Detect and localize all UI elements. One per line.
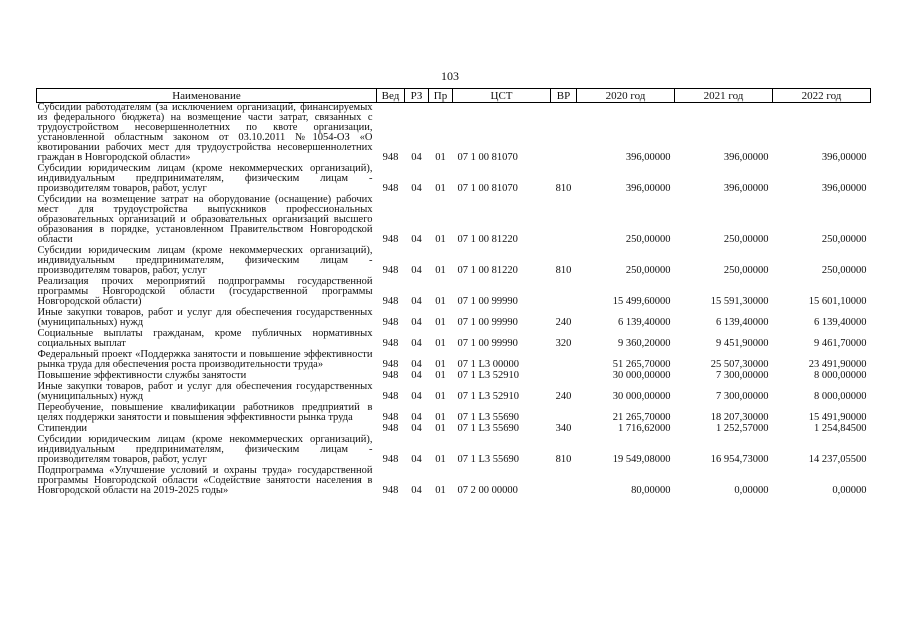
row-name: Переобучение, повышение квалификации работников предприятий в целях поддержки занятости и повышения эффективности рынка труда xyxy=(37,402,373,423)
row-rz: 04 xyxy=(411,152,422,163)
row-cst: 07 1 00 81220 xyxy=(457,265,518,276)
row-2020: 21 265,70000 xyxy=(612,412,671,423)
page-number: 103 xyxy=(441,69,459,83)
header-name: Наименование xyxy=(37,89,377,103)
row-pr: 01 xyxy=(435,412,446,423)
header-rz: РЗ xyxy=(405,89,429,103)
row-2020: 6 139,40000 xyxy=(618,317,671,328)
row-2021: 250,00000 xyxy=(723,234,769,245)
row-vr: 810 xyxy=(555,183,572,194)
table-row xyxy=(37,277,871,308)
row-name: Иные закупки товаров, работ и услуг для обеспечения государственных (муниципальных) нужд xyxy=(37,307,373,328)
row-rz: 04 xyxy=(411,370,422,381)
row-rz: 04 xyxy=(411,338,422,349)
row-pr: 01 xyxy=(435,359,446,370)
row-cst: 07 1 L3 52910 xyxy=(457,391,520,402)
row-name: Повышение эффективности службы занятости xyxy=(37,370,247,381)
header-pr: Пр xyxy=(429,89,453,103)
header-vr: ВР xyxy=(551,89,577,103)
row-2020: 51 265,70000 xyxy=(612,359,671,370)
row-2020: 30 000,00000 xyxy=(612,391,671,402)
row-vr xyxy=(551,466,577,497)
row-2022: 250,00000 xyxy=(821,234,867,245)
header-ved: Вед xyxy=(377,89,405,103)
row-2020: 15 499,60000 xyxy=(612,296,671,307)
row-pr: 01 xyxy=(435,183,446,194)
row-ved: 948 xyxy=(382,391,399,402)
row-ved: 948 xyxy=(382,152,399,163)
header-cst: ЦСТ xyxy=(453,89,551,103)
row-2021: 0,00000 xyxy=(734,485,769,496)
row-vr xyxy=(551,277,577,308)
row-2021: 15 591,30000 xyxy=(710,296,769,307)
row-2020: 19 549,08000 xyxy=(612,454,671,465)
row-rz: 04 xyxy=(411,359,422,370)
row-2021: 25 507,30000 xyxy=(710,359,769,370)
row-rz: 04 xyxy=(411,234,422,245)
row-name: Субсидии на возмещение затрат на оборудование (оснащение) рабочих мест для трудоустройства выпускников профессиональных образовательных организаций и образовательных организаций высшего образования в порядке, установленном Правительством Новгородской области xyxy=(37,194,373,245)
row-name: Реализация прочих мероприятий подпрограммы государственной программы Новгородской области (государственной программы Новгородской области) xyxy=(37,276,373,307)
row-vr: 240 xyxy=(555,317,572,328)
row-vr: 240 xyxy=(555,391,572,402)
row-pr: 01 xyxy=(435,265,446,276)
row-2021: 7 300,00000 xyxy=(716,370,769,381)
row-2021: 396,00000 xyxy=(723,183,769,194)
row-2020: 250,00000 xyxy=(625,265,671,276)
row-pr: 01 xyxy=(435,391,446,402)
row-2021: 18 207,30000 xyxy=(710,412,769,423)
table-body xyxy=(37,103,871,498)
row-vr xyxy=(551,403,577,424)
row-2021: 250,00000 xyxy=(723,265,769,276)
row-name: Субсидии работодателям (за исключением организаций, финансируемых из федерального бюджета) на возмещение части затрат, связанных с трудоустройством несовершеннолетних по квоте организации, установленной областным законом от 03.10.2011 №1054-ОЗ «О квотировании рабочих мест для трудоустройства несовершеннолетних граждан в Новгородской области» xyxy=(37,102,373,163)
row-ved: 948 xyxy=(382,454,399,465)
row-2020: 250,00000 xyxy=(625,234,671,245)
row-2020: 80,00000 xyxy=(631,485,671,496)
row-pr: 01 xyxy=(435,152,446,163)
row-2021: 16 954,73000 xyxy=(710,454,769,465)
budget-table-container xyxy=(36,88,870,497)
row-rz: 04 xyxy=(411,423,422,434)
row-cst: 07 1 00 99990 xyxy=(457,296,518,307)
row-2021: 6 139,40000 xyxy=(716,317,769,328)
row-cst: 07 1 L3 55690 xyxy=(457,423,520,434)
row-pr: 01 xyxy=(435,338,446,349)
table-row xyxy=(37,164,871,195)
row-cst: 07 1 L3 55690 xyxy=(457,454,520,465)
row-ved: 948 xyxy=(382,234,399,245)
row-cst: 07 1 00 81220 xyxy=(457,234,518,245)
row-ved: 948 xyxy=(382,412,399,423)
row-pr: 01 xyxy=(435,234,446,245)
row-pr: 01 xyxy=(435,317,446,328)
budget-table xyxy=(36,88,871,497)
row-rz: 04 xyxy=(411,454,422,465)
row-ved: 948 xyxy=(382,265,399,276)
row-2022: 396,00000 xyxy=(821,183,867,194)
row-cst: 07 1 00 99990 xyxy=(457,317,518,328)
table-row xyxy=(37,403,871,424)
row-2022: 250,00000 xyxy=(821,265,867,276)
row-ved: 948 xyxy=(382,317,399,328)
row-name: Субсидии юридическим лицам (кроме некоммерческих организаций), индивидуальным предпринимателям, физическим лицам - производителям товаров, работ, услуг xyxy=(37,434,373,465)
row-2022: 0,00000 xyxy=(832,485,867,496)
row-cst: 07 1 L3 55690 xyxy=(457,412,520,423)
row-vr xyxy=(551,103,577,165)
row-2022: 396,00000 xyxy=(821,152,867,163)
row-pr: 01 xyxy=(435,485,446,496)
row-rz: 04 xyxy=(411,265,422,276)
header-row xyxy=(37,89,871,103)
row-cst: 07 1 L3 52910 xyxy=(457,370,520,381)
row-ved: 948 xyxy=(382,370,399,381)
row-rz: 04 xyxy=(411,296,422,307)
table-row xyxy=(37,103,871,165)
row-vr: 810 xyxy=(555,265,572,276)
table-row xyxy=(37,382,871,403)
table-header xyxy=(37,89,871,103)
row-ved: 948 xyxy=(382,485,399,496)
row-2020: 396,00000 xyxy=(625,183,671,194)
table-row xyxy=(37,246,871,277)
row-ved: 948 xyxy=(382,296,399,307)
header-2021: 2021 год xyxy=(675,89,773,103)
row-name: Субсидии юридическим лицам (кроме некоммерческих организаций), индивидуальным предпринимателям, физическим лицам - производителям товаров, работ, услуг xyxy=(37,245,373,276)
row-ved: 948 xyxy=(382,359,399,370)
row-name: Социальные выплаты гражданам, кроме публичных нормативных социальных выплат xyxy=(37,328,373,349)
row-2020: 396,00000 xyxy=(625,152,671,163)
row-cst: 07 2 00 00000 xyxy=(457,485,518,496)
row-2022: 6 139,40000 xyxy=(814,317,867,328)
row-name: Иные закупки товаров, работ и услуг для обеспечения государственных (муниципальных) нужд xyxy=(37,381,373,402)
row-2022: 14 237,05500 xyxy=(808,454,867,465)
row-vr: 340 xyxy=(555,423,572,434)
row-2022: 1 254,84500 xyxy=(814,423,867,434)
row-pr: 01 xyxy=(435,454,446,465)
row-rz: 04 xyxy=(411,485,422,496)
row-cst: 07 1 00 99990 xyxy=(457,338,518,349)
row-pr: 01 xyxy=(435,296,446,307)
row-vr xyxy=(551,195,577,246)
row-cst: 07 1 00 81070 xyxy=(457,152,518,163)
row-2022: 15 601,10000 xyxy=(808,296,867,307)
row-2022: 9 461,70000 xyxy=(814,338,867,349)
row-ved: 948 xyxy=(382,338,399,349)
row-vr xyxy=(551,350,577,371)
table-row xyxy=(37,308,871,329)
table-row xyxy=(37,466,871,497)
table-row xyxy=(37,350,871,371)
row-2022: 8 000,00000 xyxy=(814,370,867,381)
row-2022: 15 491,90000 xyxy=(808,412,867,423)
row-name: Стипендии xyxy=(37,423,88,434)
row-2022: 8 000,00000 xyxy=(814,391,867,402)
row-2020: 30 000,00000 xyxy=(612,370,671,381)
header-2020: 2020 год xyxy=(577,89,675,103)
row-2020: 1 716,62000 xyxy=(618,423,671,434)
table-row xyxy=(37,329,871,350)
row-name: Подпрограмма «Улучшение условий и охраны труда» государственной программы Новгородской области «Содействие занятости населения в Новгородской области на 2019-2025 годы» xyxy=(37,465,373,496)
row-rz: 04 xyxy=(411,317,422,328)
row-2022: 23 491,90000 xyxy=(808,359,867,370)
row-2020: 9 360,20000 xyxy=(618,338,671,349)
table-row xyxy=(37,435,871,466)
row-cst: 07 1 00 81070 xyxy=(457,183,518,194)
row-rz: 04 xyxy=(411,183,422,194)
row-name: Субсидии юридическим лицам (кроме некоммерческих организаций), индивидуальным предпринимателям, физическим лицам - производителям товаров, работ, услуг xyxy=(37,163,373,194)
header-2022: 2022 год xyxy=(773,89,871,103)
row-2021: 396,00000 xyxy=(723,152,769,163)
row-pr: 01 xyxy=(435,370,446,381)
row-2021: 9 451,90000 xyxy=(716,338,769,349)
table-row xyxy=(37,195,871,246)
row-rz: 04 xyxy=(411,412,422,423)
row-cst: 07 1 L3 00000 xyxy=(457,359,520,370)
row-name: Федеральный проект «Поддержка занятости и повышение эффективности рынка труда для обеспечения роста производительности труда» xyxy=(37,349,373,370)
row-vr xyxy=(551,371,577,382)
row-2021: 1 252,57000 xyxy=(716,423,769,434)
row-rz: 04 xyxy=(411,391,422,402)
row-vr: 320 xyxy=(555,338,572,349)
row-ved: 948 xyxy=(382,183,399,194)
row-pr: 01 xyxy=(435,423,446,434)
row-ved: 948 xyxy=(382,423,399,434)
row-vr: 810 xyxy=(555,454,572,465)
row-2021: 7 300,00000 xyxy=(716,391,769,402)
